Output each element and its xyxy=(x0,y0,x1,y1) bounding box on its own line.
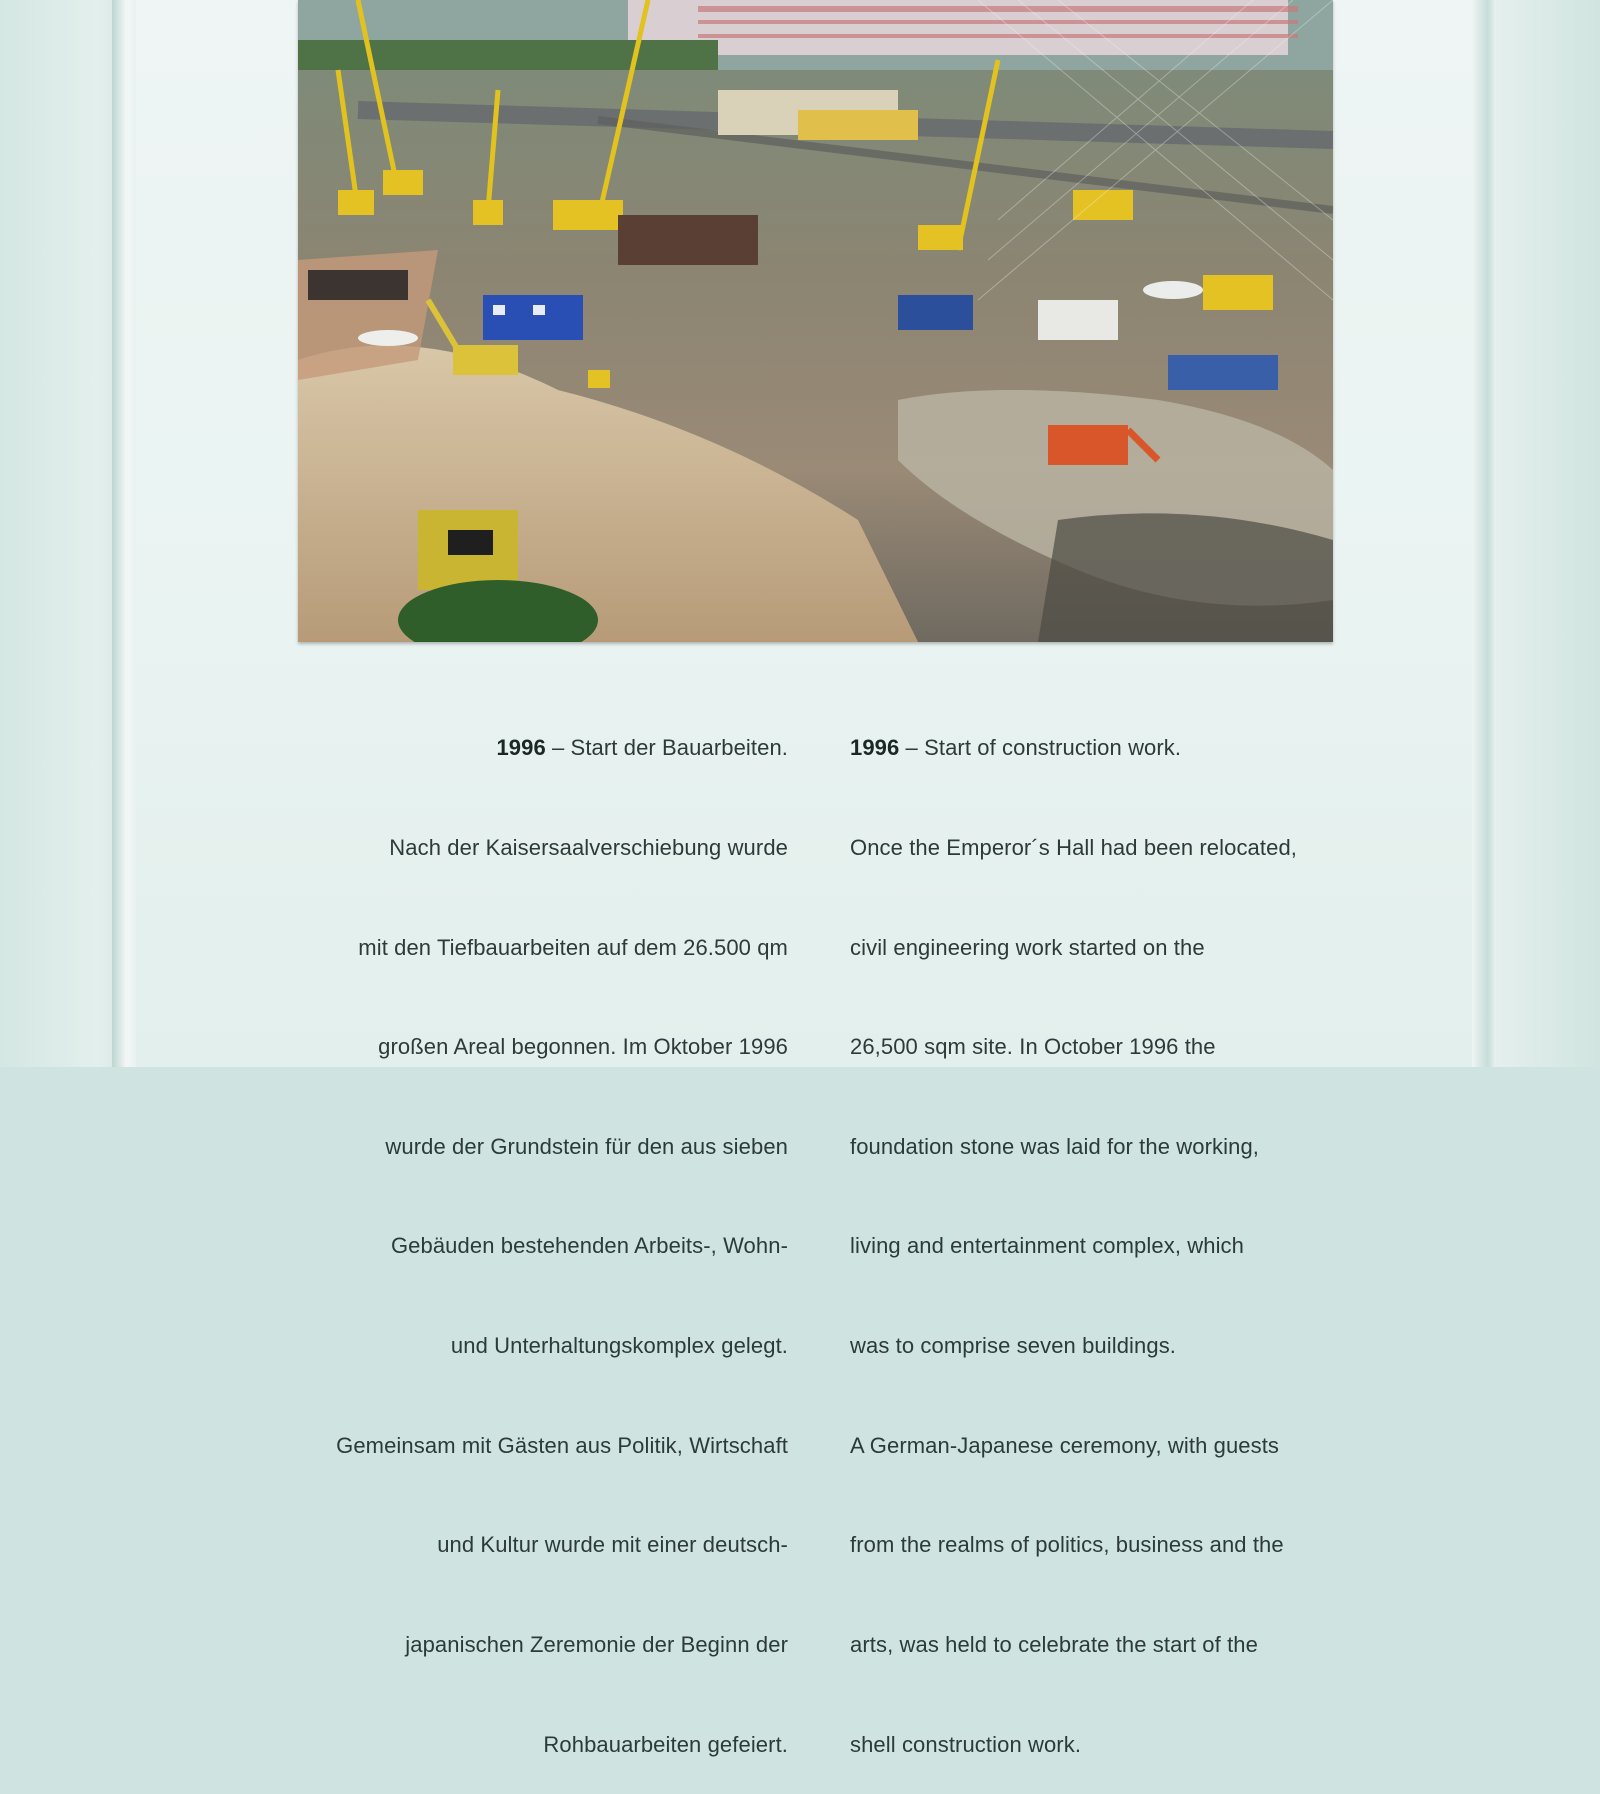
wall-right xyxy=(1490,0,1600,1067)
dump-truck xyxy=(898,295,973,330)
caption-en-line-3: 26,500 sqm site. In October 1996 the xyxy=(850,1034,1216,1060)
glare-right xyxy=(1143,281,1203,299)
caption-de-year: 1996 xyxy=(496,735,546,761)
crane-base xyxy=(383,170,423,195)
caption-de-line-10: Rohbauarbeiten gefeiert. xyxy=(543,1731,788,1757)
caption-english xyxy=(850,665,1297,1794)
caption-de-line-4: wurde der Grundstein für den aus sieben xyxy=(385,1133,788,1159)
caption-en-line-1: Once the Emperor´s Hall had been relocated, xyxy=(850,835,1297,861)
caption-de-line-7: Gemeinsam mit Gästen aus Politik, Wirtschaft xyxy=(336,1432,788,1458)
caption-de-line-1: Nach der Kaisersaalverschiebung wurde xyxy=(389,835,788,861)
construction-site-photo xyxy=(298,0,1333,642)
steel-beams xyxy=(618,215,758,265)
caption-de-line-8: und Kultur wurde mit einer deutsch- xyxy=(437,1532,788,1558)
caption-de-line-0: 1996 – Start der Bauarbeiten. xyxy=(496,735,788,761)
caption-en-line-8: from the realms of politics, business and the xyxy=(850,1532,1284,1558)
glare-left xyxy=(358,330,418,346)
wall-left xyxy=(0,0,120,1067)
caption-en-line-5: living and entertainment complex, which xyxy=(850,1233,1244,1259)
caption-en-line-6: was to comprise seven buildings. xyxy=(850,1333,1177,1359)
flatbed-truck xyxy=(1168,355,1278,390)
excavator xyxy=(453,345,518,375)
caption-de-line-2: mit den Tiefbauarbeiten auf dem 26.500 qm xyxy=(358,934,788,960)
panel-frame-left xyxy=(112,0,136,1067)
caption-en-year: 1996 xyxy=(850,735,900,761)
caption-german xyxy=(336,665,788,1794)
caption-en-line-10: shell construction work. xyxy=(850,1731,1082,1757)
caption-de-line-9: japanischen Zeremonie der Beginn der xyxy=(405,1631,788,1657)
caption-en-line-9: arts, was held to celebrate the start of the xyxy=(850,1631,1258,1657)
caption-en-line-2: civil engineering work started on the xyxy=(850,934,1205,960)
panel-frame-right xyxy=(1472,0,1494,1067)
red-excavator xyxy=(1048,425,1128,465)
caption-de-line-6: und Unterhaltungskomplex gelegt. xyxy=(450,1333,788,1359)
caption-en-line-0: 1996 – Start of construction work. xyxy=(850,735,1182,761)
white-excavator xyxy=(1038,300,1118,340)
site-office-container xyxy=(483,295,583,340)
caption-en-line-4: foundation stone was laid for the working, xyxy=(850,1133,1259,1159)
caption-de-line-3: großen Areal begonnen. Im Oktober 1996 xyxy=(378,1034,788,1060)
caption-de-line-5: Gebäuden bestehenden Arbeits-, Wohn- xyxy=(390,1233,788,1259)
caption-en-line-7: A German-Japanese ceremony, with guests xyxy=(850,1432,1280,1458)
construction-site-illustration xyxy=(298,0,1333,642)
